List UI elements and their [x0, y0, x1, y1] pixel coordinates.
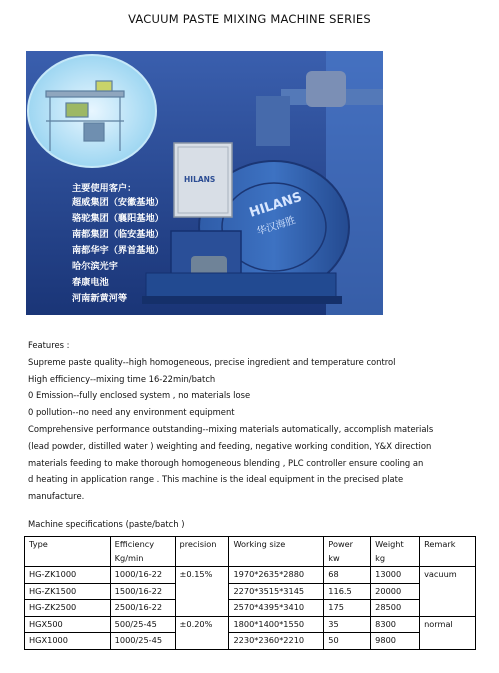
- cell-size: 1800*1400*1550: [229, 616, 324, 633]
- cell-type: HG-ZK1500: [25, 583, 111, 600]
- machine-photo: [26, 51, 383, 315]
- customer-heading: 主要使用客户：: [72, 183, 137, 194]
- cell-precision: ±0.20%: [175, 616, 229, 649]
- cell-power: 175: [324, 600, 371, 617]
- feature-paragraph-line: manufacture.: [28, 491, 85, 502]
- machine-illustration: [26, 51, 383, 315]
- feature-item: 0 pollution--no need any environment equipment: [28, 407, 235, 418]
- feature-item: 0 Emission--fully enclosed system , no materials lose: [28, 390, 251, 401]
- tank-brand-cn: 华汉海胜: [255, 215, 297, 238]
- cell-size: 2270*3515*3145: [229, 583, 324, 600]
- table-row: [25, 600, 476, 617]
- table-header-row: [25, 537, 476, 567]
- customer-item: 河南新黄河等: [72, 293, 128, 304]
- cell-power: 35: [324, 616, 371, 633]
- cell-type: HGX1000: [25, 633, 111, 650]
- features-heading: Features :: [28, 340, 70, 350]
- cell-remark: normal: [420, 616, 476, 649]
- cell-efficiency: 1000/16-22: [110, 567, 175, 584]
- feature-paragraph-line: materials feeding to make thorough homogeneous blending , PLC controller ensure cooling an: [28, 457, 424, 468]
- table-row: [25, 567, 476, 584]
- cell-size: 2230*2360*2210: [229, 633, 324, 650]
- cell-type: HGX500: [25, 616, 111, 633]
- feature-paragraph-line: Comprehensive performance outstanding--mixing materials automatically, accomplish materials: [28, 423, 434, 434]
- cell-efficiency: 2500/16-22: [110, 600, 175, 617]
- header-precision: precision: [175, 537, 229, 567]
- cell-power: 68: [324, 567, 371, 584]
- cell-power: 116.5: [324, 583, 371, 600]
- cell-size: 2570*4395*3410: [229, 600, 324, 617]
- cell-precision: ±0.15%: [175, 567, 229, 617]
- header-power: Power kw: [324, 537, 371, 567]
- cell-type: HG-ZK2500: [25, 600, 111, 617]
- customer-item: 南都集团（临安基地）: [72, 229, 164, 240]
- tank-brand: HILANS: [247, 189, 304, 221]
- cell-weight: 13000: [371, 567, 420, 584]
- control-box-brand: HILANS: [184, 175, 216, 184]
- cell-efficiency: 1000/25-45: [110, 633, 175, 650]
- table-row: [25, 633, 476, 650]
- feature-paragraph-line: d heating in application range . This machine is the ideal equipment in the precised plate: [28, 474, 404, 485]
- cell-power: 50: [324, 633, 371, 650]
- cell-weight: 20000: [371, 583, 420, 600]
- spec-table: [24, 536, 476, 650]
- header-type: Type: [25, 537, 111, 567]
- feature-item: Supreme paste quality--high homogeneous, precise ingredient and temperature control: [28, 356, 396, 367]
- header-efficiency: Efficiency Kg/min: [110, 537, 175, 567]
- cell-size: 1970*2635*2880: [229, 567, 324, 584]
- cell-weight: 8300: [371, 616, 420, 633]
- page-title: VACUUM PASTE MIXING MACHINE SERIES: [128, 12, 371, 26]
- customer-item: 哈尔滨光宇: [72, 261, 118, 272]
- feature-item: High efficiency--mixing time 16-22min/batch: [28, 373, 216, 384]
- cell-weight: 28500: [371, 600, 420, 617]
- feature-paragraph-line: (lead powder, distilled water ) weighting and feeding, negative working condition, Y&X direction: [28, 440, 432, 451]
- table-row: [25, 616, 476, 633]
- customer-item: 南都华宇（界首基地）: [72, 245, 164, 256]
- cell-remark: vacuum: [420, 567, 476, 617]
- cell-weight: 9800: [371, 633, 420, 650]
- header-weight: Weight kg: [371, 537, 420, 567]
- cell-efficiency: 1500/16-22: [110, 583, 175, 600]
- features-section: [28, 337, 476, 505]
- header-remark: Remark: [420, 537, 476, 567]
- header-working-size: Working size: [229, 537, 324, 567]
- inset-diagram: [28, 55, 156, 167]
- table-row: [25, 583, 476, 600]
- spec-title: Machine specifications (paste/batch ): [28, 519, 185, 529]
- customer-item: 骆驼集团（襄阳基地）: [72, 213, 164, 224]
- customer-item: 超威集团（安徽基地）: [72, 197, 164, 208]
- cell-type: HG-ZK1000: [25, 567, 111, 584]
- customer-item: 春康电池: [72, 277, 109, 288]
- cell-efficiency: 500/25-45: [110, 616, 175, 633]
